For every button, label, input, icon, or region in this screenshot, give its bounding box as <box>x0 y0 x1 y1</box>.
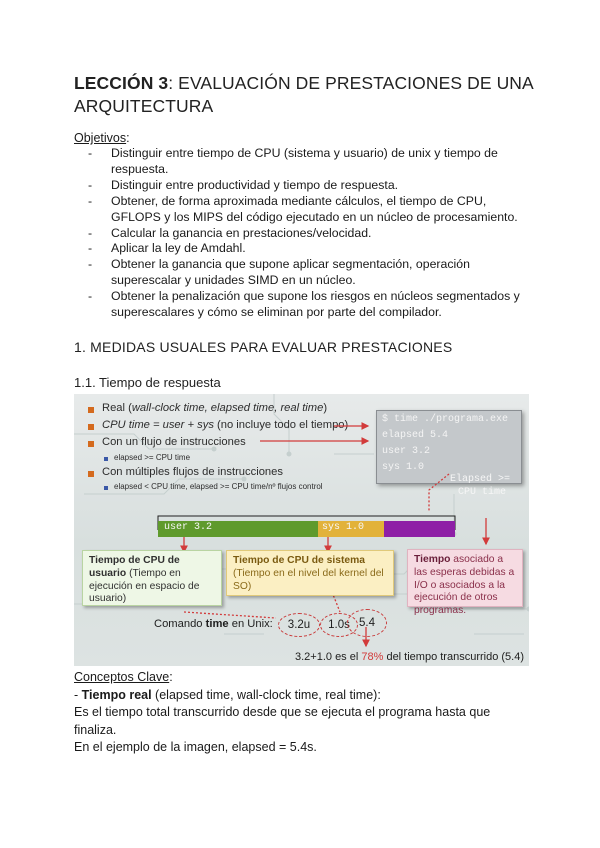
objectives-list <box>88 146 528 321</box>
concept-term-rest: (elapsed time, wall-clock time, real time): <box>151 687 381 702</box>
oval-user-value: 3.2u <box>278 613 320 637</box>
box-sys-title: Tiempo de CPU de sistema <box>233 555 365 566</box>
terminal-line: $ time ./programa.exe <box>382 414 509 425</box>
key-concepts <box>74 669 534 757</box>
box-wait-time <box>407 549 523 617</box>
concepts-heading <box>74 669 534 687</box>
bar-user <box>158 521 318 537</box>
response-time-figure <box>74 394 529 666</box>
box-user-cpu-time <box>82 550 222 606</box>
objectives-heading-text: Objetivos <box>74 131 127 145</box>
pct-pre: 3.2+1.0 es el <box>295 651 362 663</box>
objective-item: - Obtener, de forma aproximada mediante cálculos, el tiempo de CPU, GFLOPS y los MIPS del código ejecutado en un núcleo de procesamiento. <box>88 194 528 226</box>
oval-elapsed-value: 5.4 <box>347 609 387 637</box>
concepts-colon: : <box>169 670 173 684</box>
elapsed-label-line: CPU time <box>458 487 507 498</box>
bar-sys <box>318 521 384 537</box>
pct-post: del tiempo transcurrido (5.4) <box>383 651 525 663</box>
concept-paragraph: En el ejemplo de la imagen, elapsed = 5.4s. <box>74 740 317 754</box>
bullet-multi-flow: Con múltiples flujos de instrucciones <box>102 466 283 478</box>
percentage-caption <box>295 651 524 663</box>
sub-multi-flow: elapsed < CPU time, elapsed >= CPU time/nº flujos control <box>114 482 323 491</box>
box-sys-text: (Tiempo en el nivel del kernel del SO) <box>233 567 384 592</box>
concept-paragraph: Es el tiempo total transcurrido desde que se ejecuta el programa hasta que finaliza. <box>74 705 491 737</box>
bar-sys-label: sys 1.0 <box>322 522 365 533</box>
box-user-text: (Tiempo en ejecución en espacio de usuario) <box>89 567 200 605</box>
concept-term: Tiempo real <box>81 687 152 702</box>
objective-item: - Aplicar la ley de Amdahl. <box>88 241 528 257</box>
objective-item: - Obtener la penalización que supone los riesgos en núcleos segmentados y superescalares y cómo se eliminan por parte del compilador. <box>88 289 528 321</box>
section-heading: 1. MEDIDAS USUALES PARA EVALUAR PRESTACIONES <box>74 339 453 355</box>
bar-wait <box>384 521 455 537</box>
objective-item: - Obtener la ganancia que supone aplicar segmentación, operación superescalar y unidades SIMD en un núcleo. <box>88 257 528 289</box>
objective-item: - Calcular la ganancia en prestaciones/velocidad. <box>88 226 528 242</box>
concept-dash: - <box>74 687 82 702</box>
cmd-post: en Unix: <box>228 618 273 630</box>
bullet-real-pre: Real ( <box>102 402 132 414</box>
cmd-bold: time <box>205 618 229 630</box>
objective-item: - Distinguir entre productividad y tiempo de respuesta. <box>88 178 528 194</box>
time-command-caption <box>154 618 273 630</box>
objectives-heading <box>74 131 130 145</box>
bullet-real-post: ) <box>323 402 328 414</box>
elapsed-label-line: Elapsed >= <box>450 474 511 485</box>
terminal-line: elapsed 5.4 <box>382 430 449 441</box>
bullet-real-italic: wall-clock time, elapsed time, real time <box>131 402 324 414</box>
bar-user-label: user 3.2 <box>164 522 213 533</box>
box-wait-text: asociado a las esperas debidas a I/O o asociados a la ejecución de otros programas. <box>414 554 515 617</box>
bullet-single-flow: Con un flujo de instrucciones <box>102 436 246 448</box>
lesson-title <box>74 72 534 118</box>
box-sys-cpu-time <box>226 550 394 596</box>
pct-value: 78% <box>361 651 384 663</box>
sub-single-flow: elapsed >= CPU time <box>114 453 191 462</box>
concepts-heading-text: Conceptos Clave <box>74 670 170 684</box>
bullet-cpu-post: (no incluye todo el tiempo) <box>213 419 349 431</box>
concept-item <box>74 687 534 705</box>
terminal-line: user 3.2 <box>382 446 431 457</box>
objective-item: - Distinguir entre tiempo de CPU (sistema y usuario) de unix y tiempo de respuesta. <box>88 146 528 178</box>
lesson-number: LECCIÓN 3 <box>74 73 169 93</box>
lesson-title-text: : EVALUACIÓN DE PRESTACIONES DE UNA ARQUITECTURA <box>74 73 533 116</box>
bullet-cpu-italic: CPU time = user + sys <box>102 419 214 431</box>
box-wait-title: Tiempo <box>414 554 451 565</box>
box-user-title: Tiempo de CPU de usuario <box>89 555 180 579</box>
cmd-pre: Comando <box>154 618 206 630</box>
subsection-heading: 1.1. Tiempo de respuesta <box>74 375 221 390</box>
objectives-colon: : <box>126 131 130 145</box>
terminal-line: sys 1.0 <box>382 462 425 473</box>
oval-sys-value: 1.0s <box>320 613 358 637</box>
